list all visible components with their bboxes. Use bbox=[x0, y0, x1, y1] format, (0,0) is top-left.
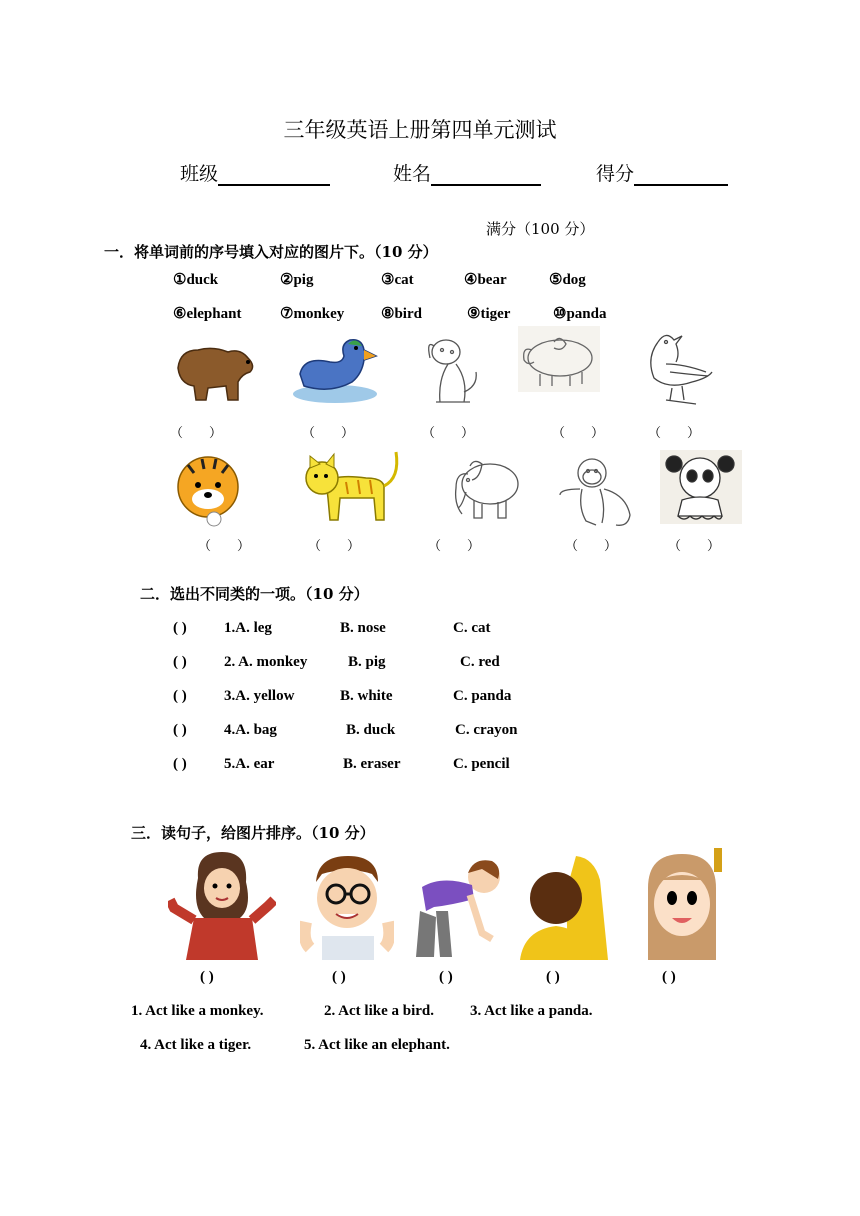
score-label: 得分 bbox=[596, 163, 635, 185]
word-option: ⑩panda bbox=[553, 306, 607, 322]
answer-blank[interactable]: （ ） bbox=[428, 539, 481, 554]
bird-picture bbox=[636, 328, 716, 410]
q-option-b: B. eraser bbox=[343, 756, 401, 772]
word-option: ⑧bird bbox=[381, 306, 422, 322]
order-blank[interactable]: ( ) bbox=[662, 969, 676, 985]
answer-blank[interactable]: （ ） bbox=[565, 539, 618, 554]
sentence: 3. Act like a panda. bbox=[470, 1003, 593, 1019]
q-option-a: 1.A. leg bbox=[224, 620, 272, 636]
smiling-girl-picture bbox=[640, 848, 724, 960]
pig-picture bbox=[518, 326, 600, 392]
word-option: ①duck bbox=[173, 272, 219, 288]
answer-blank[interactable]: （ ） bbox=[308, 539, 361, 554]
word-option: ⑥elephant bbox=[173, 306, 242, 322]
section1-heading: 一．将单词前的序号填入对应的图片下。（10 分） bbox=[104, 243, 438, 261]
q-option-b: B. pig bbox=[348, 654, 386, 670]
q-option-b: B. duck bbox=[346, 722, 396, 738]
word-option: ④bear bbox=[464, 272, 507, 288]
q-option-c: C. pencil bbox=[453, 756, 510, 772]
answer-blank[interactable]: （ ） bbox=[302, 426, 355, 441]
order-blank[interactable]: ( ) bbox=[332, 969, 346, 985]
cat-picture bbox=[296, 448, 408, 526]
q-option-a: 5.A. ear bbox=[224, 756, 275, 772]
bear-picture bbox=[168, 338, 258, 408]
duck-picture bbox=[290, 334, 380, 406]
order-blank[interactable]: ( ) bbox=[439, 969, 453, 985]
q-option-a: 2. A. monkey bbox=[224, 654, 308, 670]
answer-blank[interactable]: （ ） bbox=[648, 426, 701, 441]
section3-heading: 三．读句子，给图片排序。（10 分） bbox=[131, 824, 375, 842]
full-score: 满分（100 分） bbox=[486, 220, 595, 238]
q-blank[interactable]: ( ) bbox=[173, 654, 187, 670]
q-option-c: C. crayon bbox=[455, 722, 518, 738]
sentence: 1. Act like a monkey. bbox=[131, 1003, 264, 1019]
q-blank[interactable]: ( ) bbox=[173, 620, 187, 636]
score-field bbox=[596, 159, 728, 186]
name-blank[interactable] bbox=[431, 164, 541, 186]
sentence: 2. Act like a bird. bbox=[324, 1003, 435, 1019]
q-option-b: B. nose bbox=[340, 620, 386, 636]
word-option: ②pig bbox=[280, 272, 314, 288]
q-option-c: C. panda bbox=[453, 688, 512, 704]
girl-picture bbox=[168, 848, 276, 960]
page-title: 三年级英语上册第四单元测试 bbox=[283, 118, 557, 142]
section2-heading: 二．选出不同类的一项。（10 分） bbox=[140, 585, 369, 603]
answer-blank[interactable]: （ ） bbox=[170, 426, 223, 441]
q-blank[interactable]: ( ) bbox=[173, 722, 187, 738]
name-field bbox=[393, 159, 541, 186]
monkey-picture bbox=[556, 455, 636, 531]
q-option-c: C. cat bbox=[453, 620, 491, 636]
order-blank[interactable]: ( ) bbox=[546, 969, 560, 985]
bending-boy-picture bbox=[412, 855, 502, 959]
answer-blank[interactable]: （ ） bbox=[552, 426, 605, 441]
panda-picture bbox=[660, 450, 742, 524]
sentence: 5. Act like an elephant. bbox=[304, 1037, 450, 1053]
order-blank[interactable]: ( ) bbox=[200, 969, 214, 985]
class-label: 班级 bbox=[180, 163, 219, 185]
tiger-picture bbox=[168, 455, 248, 527]
class-blank[interactable] bbox=[218, 164, 330, 186]
answer-blank[interactable]: （ ） bbox=[422, 426, 475, 441]
word-option: ⑦monkey bbox=[280, 306, 345, 322]
word-option: ③cat bbox=[381, 272, 414, 288]
q-option-a: 4.A. bag bbox=[224, 722, 277, 738]
boy-glasses-picture bbox=[300, 852, 394, 960]
dog-picture bbox=[416, 330, 486, 410]
word-option: ⑨tiger bbox=[467, 306, 511, 322]
sentence: 4. Act like a tiger. bbox=[140, 1037, 252, 1053]
word-option: ⑤dog bbox=[549, 272, 586, 288]
q-blank[interactable]: ( ) bbox=[173, 688, 187, 704]
q-option-c: C. red bbox=[460, 654, 500, 670]
class-field bbox=[180, 159, 330, 186]
boy-back-picture bbox=[516, 852, 616, 960]
score-blank[interactable] bbox=[634, 164, 728, 186]
q-blank[interactable]: ( ) bbox=[173, 756, 187, 772]
q-option-a: 3.A. yellow bbox=[224, 688, 295, 704]
answer-blank[interactable]: （ ） bbox=[198, 539, 251, 554]
answer-blank[interactable]: （ ） bbox=[668, 539, 721, 554]
name-label: 姓名 bbox=[393, 163, 432, 185]
elephant-picture bbox=[450, 452, 524, 524]
q-option-b: B. white bbox=[340, 688, 393, 704]
